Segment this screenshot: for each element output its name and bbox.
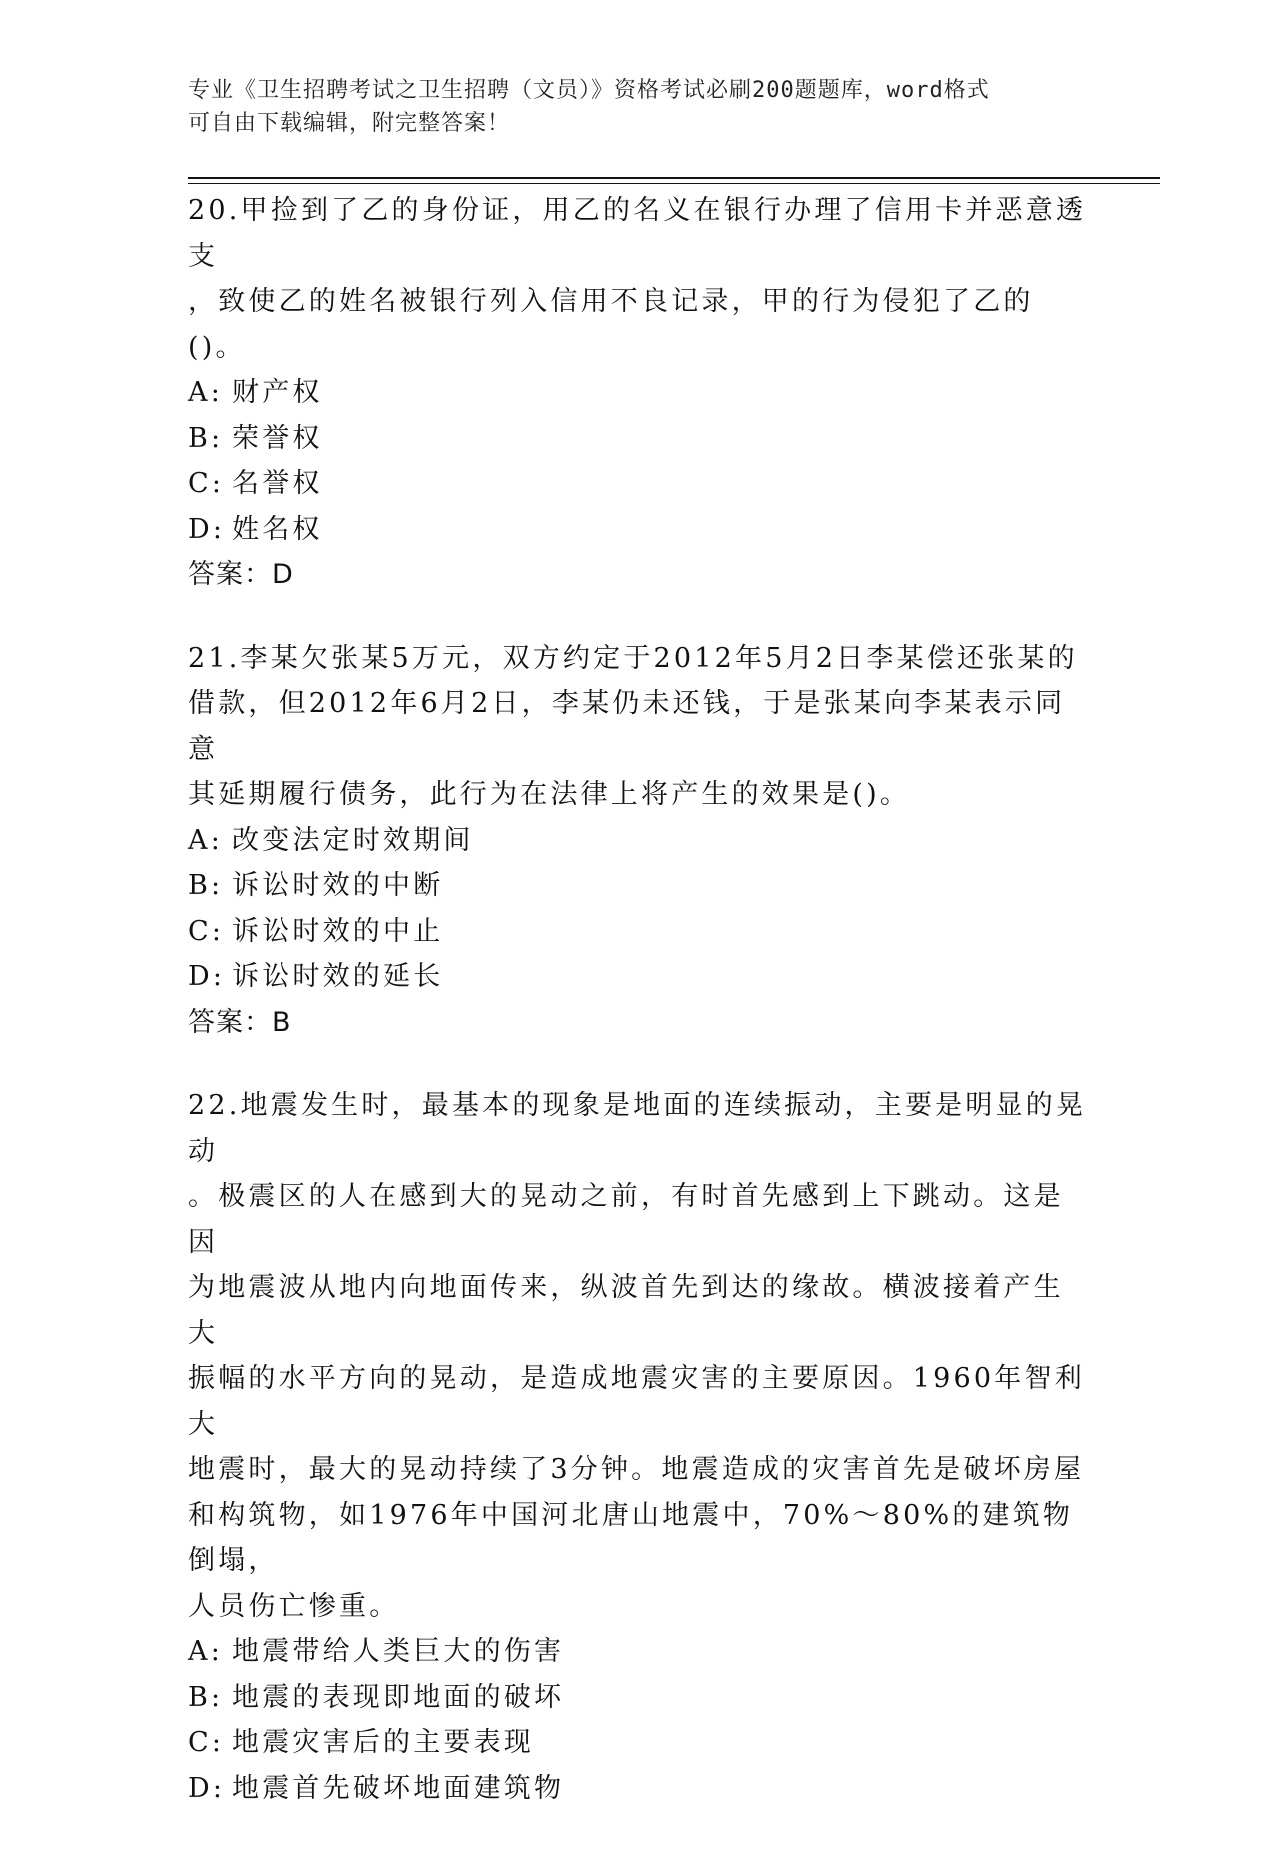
stem-line: 其延期履行债务，此行为在法律上将产生的效果是()。 bbox=[188, 779, 911, 810]
option-c bbox=[188, 909, 1088, 955]
question-list bbox=[188, 188, 1088, 1849]
option-text: 名誉权 bbox=[232, 468, 323, 499]
option-d bbox=[188, 507, 1088, 553]
stem-line: 22.地震发生时，最基本的现象是地面的连续振动，主要是明显的晃动 bbox=[188, 1090, 1087, 1167]
option-text: 诉讼时效的中止 bbox=[232, 915, 444, 947]
option-text: 改变法定时效期间 bbox=[232, 824, 474, 856]
stem-line: 20.甲捡到了乙的身份证，用乙的名义在银行办理了信用卡并恶意透支 bbox=[188, 195, 1087, 272]
question-22 bbox=[188, 1083, 1088, 1811]
option-b bbox=[188, 416, 1088, 462]
option-text: 地震首先破坏地面建筑物 bbox=[232, 1772, 565, 1804]
question-stem bbox=[188, 188, 1088, 370]
option-key: D: bbox=[188, 961, 226, 992]
option-c bbox=[188, 461, 1088, 507]
option-c bbox=[188, 1720, 1088, 1766]
answer-label: 答案：D bbox=[188, 559, 294, 590]
option-text: 地震灾害后的主要表现 bbox=[232, 1727, 534, 1758]
stem-line: 振幅的水平方向的晃动，是造成地震灾害的主要原因。1960年智利大 bbox=[188, 1363, 1085, 1440]
header-divider-thick bbox=[188, 177, 1160, 179]
stem-line: 和构筑物，如1976年中国河北唐山地震中，70%～80%的建筑物倒塌， bbox=[188, 1499, 1074, 1576]
header-divider-thin bbox=[188, 183, 1160, 184]
stem-line: 为地震波从地内向地面传来，纵波首先到达的缘故。横波接着产生大 bbox=[188, 1272, 1064, 1349]
option-key: B: bbox=[188, 1681, 224, 1713]
header-line-1: 专业《卫生招聘考试之卫生招聘（文员）》资格考试必刷200题题库，word格式 bbox=[188, 78, 990, 103]
answer-label: 答案：B bbox=[188, 1006, 292, 1038]
option-text: 姓名权 bbox=[232, 513, 323, 545]
option-key: C: bbox=[188, 915, 225, 947]
stem-line: 地震时，最大的晃动持续了3分钟。地震造成的灾害首先是破坏房屋 bbox=[188, 1454, 1085, 1485]
question-20 bbox=[188, 188, 1088, 598]
header-line-2: 可自由下载编辑，附完整答案！ bbox=[188, 111, 511, 136]
option-key: A: bbox=[188, 1636, 223, 1667]
option-a bbox=[188, 1629, 1088, 1675]
stem-line: 借款，但2012年6月2日，李某仍未还钱，于是张某向李某表示同意 bbox=[188, 688, 1066, 765]
option-text: 诉讼时效的中断 bbox=[232, 870, 444, 901]
option-key: C: bbox=[188, 468, 225, 499]
option-d bbox=[188, 1766, 1088, 1812]
question-stem bbox=[188, 636, 1088, 818]
stem-line: 21.李某欠张某5万元，双方约定于2012年5月2日李某偿还张某的 bbox=[188, 642, 1078, 674]
option-b bbox=[188, 863, 1088, 909]
question-stem bbox=[188, 1083, 1088, 1629]
option-b bbox=[188, 1675, 1088, 1721]
option-text: 地震带给人类巨大的伤害 bbox=[232, 1636, 565, 1667]
option-text: 地震的表现即地面的破坏 bbox=[232, 1681, 565, 1713]
option-key: D: bbox=[188, 1772, 226, 1804]
stem-line: 。极震区的人在感到大的晃动之前，有时首先感到上下跳动。这是因 bbox=[188, 1181, 1064, 1258]
document-header bbox=[188, 74, 1068, 140]
option-text: 诉讼时效的延长 bbox=[232, 961, 444, 992]
option-d bbox=[188, 954, 1088, 1000]
option-text: 荣誉权 bbox=[232, 422, 323, 454]
option-a bbox=[188, 818, 1088, 864]
option-key: A: bbox=[188, 824, 223, 856]
option-key: D: bbox=[188, 513, 226, 545]
option-key: A: bbox=[188, 377, 223, 408]
option-a bbox=[188, 370, 1088, 416]
option-key: B: bbox=[188, 870, 224, 901]
option-key: C: bbox=[188, 1727, 225, 1758]
option-key: B: bbox=[188, 422, 224, 454]
stem-line: 人员伤亡惨重。 bbox=[188, 1590, 400, 1622]
stem-line: ，致使乙的姓名被银行列入信用不良记录，甲的行为侵犯了乙的()。 bbox=[188, 286, 1034, 363]
option-text: 财产权 bbox=[232, 377, 323, 408]
question-21 bbox=[188, 636, 1088, 1046]
